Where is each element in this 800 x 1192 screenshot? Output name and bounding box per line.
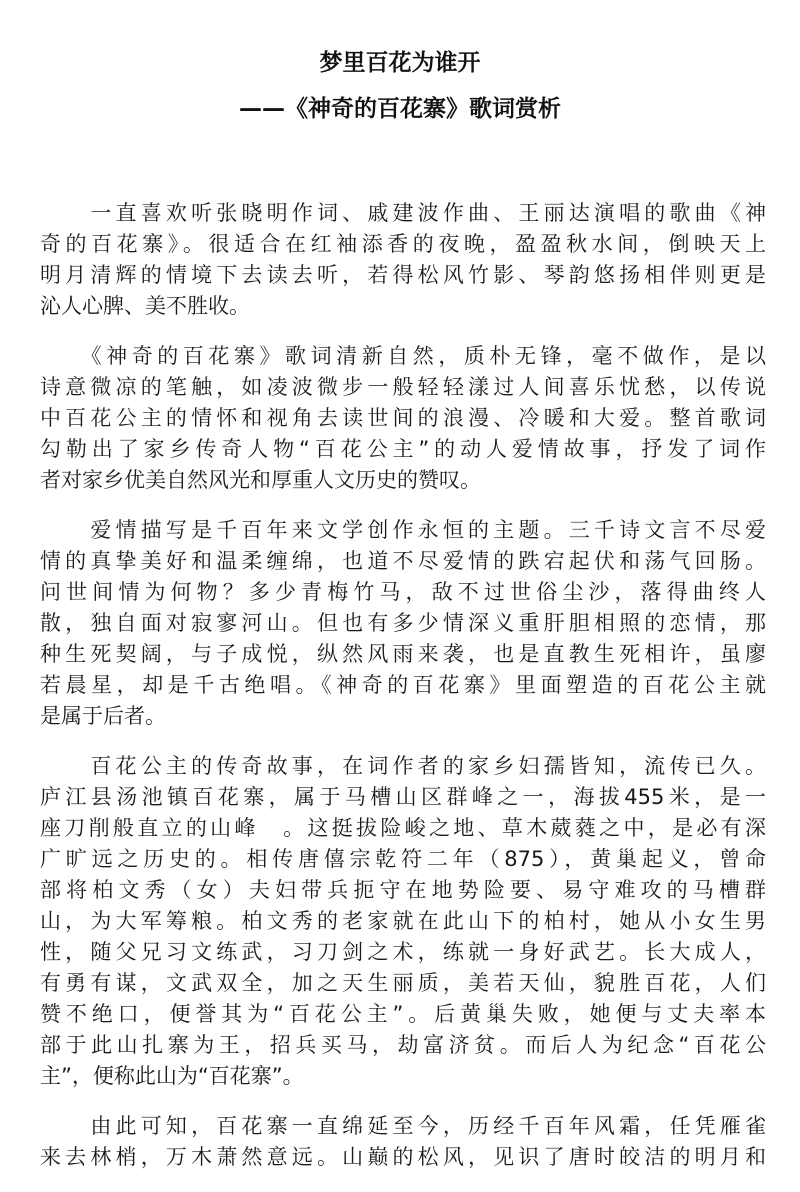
text-line: 是属于后者。 <box>40 704 166 728</box>
article-body <box>40 198 766 1192</box>
text-line: 奇的百花寨》。很适合在红袖添香的夜晚，盈盈秋水间，倒映天上 <box>40 232 766 256</box>
text-line: 一直喜欢听张晓明作词、戚建波作曲、王丽达演唱的歌曲《神 <box>40 201 766 225</box>
text-line: 勾勒出了家乡传奇人物“百花公主”的动人爱情故事，抒发了词作 <box>40 437 766 461</box>
text-line: 中百花公主的情怀和视角去读世间的浪漫、冷暖和大爱。整首歌词 <box>40 406 766 430</box>
text-line: 庐江县汤池镇百花寨，属于马槽山区群峰之一，海拔455米，是一 <box>40 785 766 809</box>
paragraph <box>40 198 766 322</box>
text-line: 若晨星，却是千古绝唱。《神奇的百花寨》里面塑造的百花公主就 <box>40 673 766 697</box>
text-line: 百花公主的传奇故事，在词作者的家乡妇孺皆知，流传已久。 <box>40 754 766 778</box>
text-line: 赞不绝口，便誉其为“百花公主”。后黄巢失败，她便与丈夫率本 <box>40 1002 766 1026</box>
text-line: 诗意微凉的笔触，如凌波微步一般轻轻漾过人间喜乐忧愁，以传说 <box>40 375 766 399</box>
text-line: 山，为大军筹粮。柏文秀的老家就在此山下的柏村，她从小女生男 <box>40 909 766 933</box>
text-line: 广旷远之历史的。相传唐僖宗乾符二年（875），黄巢起义，曾命 <box>40 847 766 871</box>
text-line: 明月清辉的情境下去读去听，若得松风竹影、琴韵悠扬相伴则更是 <box>40 263 766 287</box>
text-line: 者对家乡优美自然风光和厚重人文历史的赞叹。 <box>40 468 481 492</box>
text-line: 问世间情为何物？多少青梅竹马，敌不过世俗尘沙，落得曲终人 <box>40 580 766 604</box>
document-subtitle: ——《神奇的百花寨》歌词赏析 <box>239 96 561 122</box>
text-line: 《神奇的百花寨》歌词清新自然，质朴无锋，毫不做作，是以 <box>40 344 766 368</box>
text-line: 部于此山扎寨为王，招兵买马，劫富济贫。而后人为纪念“百花公 <box>40 1033 766 1057</box>
paragraph <box>40 751 766 1092</box>
text-line: 性，随父兄习文练武，习刀剑之术，练就一身好武艺。长大成人， <box>40 940 766 964</box>
text-line: 沁人心脾、美不胜收。 <box>40 294 250 318</box>
text-line: 由此可知，百花寨一直绵延至今，历经千百年风霜，任凭雁雀 <box>40 1114 766 1138</box>
text-line: 来去林梢，万木萧然意远。山巅的松风，见识了唐时皎洁的明月和 <box>40 1145 766 1169</box>
text-line: 部将柏文秀（女）夫妇带兵扼守在地势险要、易守难攻的马槽群 <box>40 878 766 902</box>
text-line: 散，独自面对寂寥河山。但也有多少情深义重肝胆相照的恋情，那 <box>40 611 766 635</box>
paragraph <box>40 1111 766 1173</box>
text-line: 种生死契阔，与子成悦，纵然风雨来袭，也是直教生死相许，虽廖 <box>40 642 766 666</box>
document-title: 梦里百花为谁开 <box>319 50 481 76</box>
text-line: 主”，便称此山为“百花寨”。 <box>40 1064 304 1088</box>
text-line: 爱情描写是千百年来文学创作永恒的主题。三千诗文言不尽爱 <box>40 518 766 542</box>
text-line: 情的真挚美好和温柔缠绵，也道不尽爱情的跌宕起伏和荡气回肠。 <box>40 549 766 573</box>
paragraph <box>40 341 766 496</box>
paragraph <box>40 515 766 732</box>
text-line: 座刀削般直立的山峰 。这挺拔险峻之地、草木葳蕤之中，是必有深 <box>40 816 766 840</box>
text-line: 有勇有谋，文武双全，加之天生丽质，美若天仙，貌胜百花，人们 <box>40 971 766 995</box>
